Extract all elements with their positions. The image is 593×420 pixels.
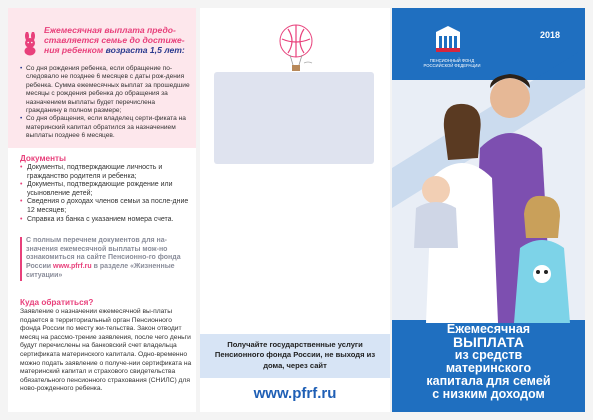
note-text-end: в разделе «Жизненные ситуации» — [26, 263, 175, 279]
list-item: • Документы, подтверждающие рождение или усыновление детей; — [20, 181, 192, 198]
documents-note — [26, 237, 186, 281]
headline-line: капитала для семей — [426, 374, 551, 388]
left-panel — [8, 8, 196, 412]
envelope-window — [214, 72, 374, 164]
website-address[interactable] — [200, 385, 390, 402]
intro-age: возраста 1,5 лет: — [103, 45, 185, 55]
year-label: 2018 — [540, 30, 561, 40]
documents-list — [20, 164, 192, 224]
headline-line: с низким доходом — [432, 387, 545, 401]
headline-line: материнского — [445, 361, 532, 375]
slogan-text: Получайте государственные услуги Пенсионного фонда России, не выходя из дома, через сайт — [214, 340, 376, 370]
where-heading: Куда обратиться? — [20, 298, 94, 307]
list-item: • Со дня рождения ребенка, если обращение по-следовало не позднее 6 месяцев с даты рож-дения ребенка. Сумма ежемесячных выплат за прошедшие месяцы с рождения ребенка до обращения за назначением выплаты будет перечислена гражданину в полном размере; — [20, 65, 192, 115]
note-text: С полным перечнем документов для на-значения ежемесячной выплаты мож-но ознакомиться на сайте Пенсионно-го фонда России — [26, 237, 181, 271]
cover-panel — [392, 8, 585, 412]
cover-headline — [392, 323, 585, 401]
headline-line: ВЫПЛАТА — [453, 334, 524, 350]
hot-air-balloon-icon — [278, 23, 314, 75]
site-name: www.pfrf — [253, 385, 318, 402]
headline-line: из средств — [454, 348, 523, 362]
bunny-icon — [20, 32, 40, 56]
list-item: • Со дня обращения, если владелец серти-фиката на материнский капитал обратился за назначением выплаты позднее 6 месяцев. — [20, 115, 192, 140]
family-photo-icon — [392, 48, 585, 323]
conditions-intro — [44, 25, 192, 55]
site-link[interactable]: www.pfrf.ru — [53, 263, 92, 271]
site-domain: .ru — [317, 385, 337, 402]
list-item: • Справка из банка с указанием номера счета. — [20, 216, 192, 225]
intro-text: Ежемесячная выплата предо-ставляется семье до достиже-ния ребенком — [44, 25, 185, 55]
documents-heading: Документы — [20, 154, 67, 163]
list-item: • Документы, подтверждающие личность и гражданство родителя и ребенка; — [20, 164, 192, 181]
note-accent-bar — [20, 237, 22, 281]
list-item: • Сведения о доходах членов семьи за после-дние 12 месяцев; — [20, 198, 192, 215]
headline-line: Ежемесячная — [446, 322, 531, 336]
where-text: Заявление о назначении ежемесячной вы-платы подается в территориальный орган Пенсионного фонда России по месту жи-тельства. Закон отводит месяц на рассмо-трение заявления, после чего деньги будут перечислены на банковский счет владельца сертификата материнского капитала. Одно-временно можно подать заявление о получе-нии сертификата на материнский капитал и страхового свидетельства обязательного пенсионного страхования (СНИЛС) для ново-рожденного ребенка. — [20, 308, 192, 393]
conditions-list — [20, 65, 192, 141]
fund-name: ПЕНСИОННЫЙ ФОНД РОССИЙСКОЙ ФЕДЕРАЦИИ — [423, 58, 481, 68]
middle-panel — [200, 8, 390, 412]
